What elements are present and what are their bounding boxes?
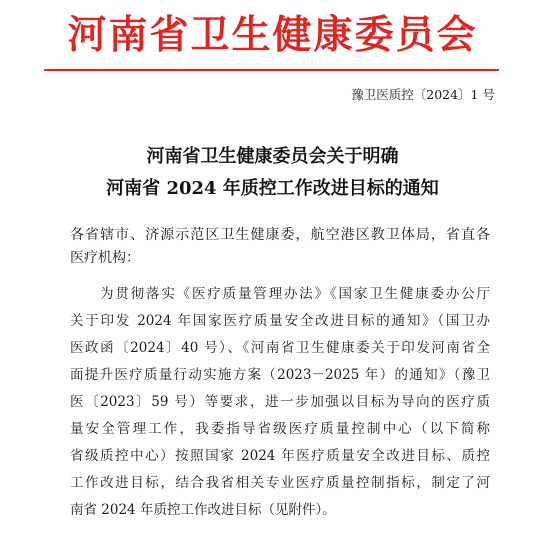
issuer-masthead: 河南省卫生健康委员会 <box>67 13 478 58</box>
body-line: 南省 2024 年质控工作改进目标（见附件）。 <box>70 502 336 518</box>
document-title-line-2: 河南省 2024 年质控工作改进目标的通知 <box>106 178 439 199</box>
document-number: 豫卫医质控〔2024〕1 号 <box>351 87 495 102</box>
salutation-line-2: 医疗机构： <box>70 250 140 266</box>
body-line: 省级质控中心）按照国家 2024 年医疗质量安全改进目标、质控 <box>70 448 490 464</box>
body-line: 医〔2023〕59 号）等要求，进一步加强以目标为导向的医疗质 <box>70 394 490 410</box>
body-line: 量安全管理工作，我委指导省级医疗质量控制中心（以下简称 <box>70 421 490 437</box>
body-line: 面提升医疗质量行动实施方案（2023－2025 年）的通知》（豫卫 <box>70 367 490 383</box>
body-line: 为贯彻落实《医疗质量管理办法》《国家卫生健康委办公厅 <box>100 286 490 302</box>
body-line: 医政函〔2024〕40 号）、《河南省卫生健康委关于印发河南省全 <box>70 340 490 356</box>
body-line: 工作改进目标，结合我省相关专业医疗质量控制指标，制定了河 <box>70 475 490 491</box>
document-title-line-1: 河南省卫生健康委员会关于明确 <box>146 146 399 167</box>
body-line: 关于印发 2024 年国家医疗质量安全改进目标的通知》（国卫办 <box>70 313 490 329</box>
salutation-line-1: 各省辖市、济源示范区卫生健康委，航空港区教卫体局，省直各 <box>70 227 490 243</box>
red-divider-line <box>44 69 499 71</box>
